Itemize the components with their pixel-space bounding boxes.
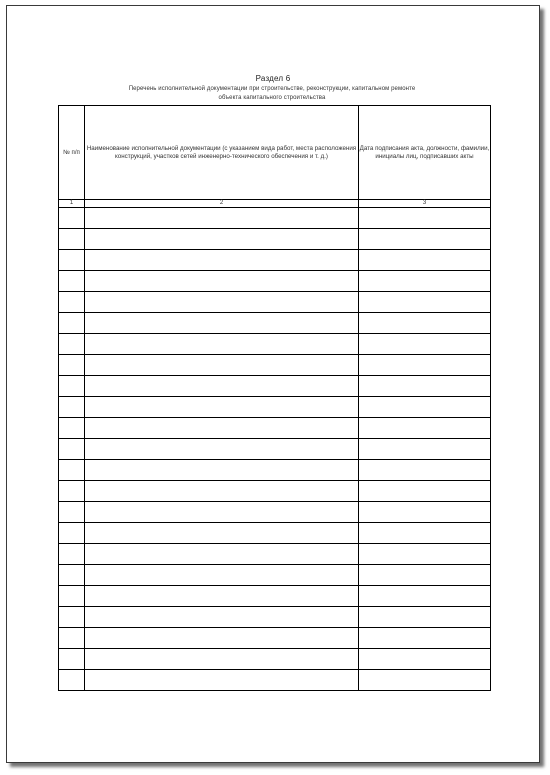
column-number-row: [59, 200, 491, 208]
table-cell: [85, 565, 359, 586]
table-cell: [59, 628, 85, 649]
table-cell: [85, 439, 359, 460]
table-cell: [359, 271, 491, 292]
column-number-3: 3: [359, 200, 491, 208]
table-cell: [85, 355, 359, 376]
table-cell: [85, 649, 359, 670]
table-row: [59, 523, 491, 544]
table-cell: [359, 628, 491, 649]
table-cell: [85, 607, 359, 628]
table-cell: [85, 670, 359, 691]
table-cell: [59, 355, 85, 376]
table-row: [59, 481, 491, 502]
table-cell: [85, 334, 359, 355]
table-row: [59, 313, 491, 334]
table-cell: [359, 229, 491, 250]
table-cell: [59, 544, 85, 565]
table-cell: [359, 397, 491, 418]
table-cell: [85, 481, 359, 502]
table-cell: [59, 271, 85, 292]
table-cell: [359, 481, 491, 502]
table-cell: [59, 565, 85, 586]
table-row: [59, 418, 491, 439]
table-cell: [85, 544, 359, 565]
header-signing-date: Дата подписания акта, должности, фамилии, инициалы лиц, подписавших акты: [359, 106, 491, 200]
table-row: [59, 229, 491, 250]
column-number-2: 2: [85, 200, 359, 208]
table-cell: [59, 502, 85, 523]
table-cell: [85, 376, 359, 397]
table-cell: [59, 292, 85, 313]
table-row: [59, 628, 491, 649]
table-cell: [85, 586, 359, 607]
table-cell: [85, 418, 359, 439]
table-row: [59, 439, 491, 460]
table-cell: [85, 313, 359, 334]
table-body: [59, 200, 491, 691]
table-cell: [59, 334, 85, 355]
table-cell: [359, 355, 491, 376]
table-header-row: [59, 106, 491, 200]
table-cell: [59, 439, 85, 460]
table-cell: [359, 670, 491, 691]
table-cell: [359, 460, 491, 481]
table-cell: [359, 502, 491, 523]
table-cell: [359, 334, 491, 355]
table-cell: [85, 292, 359, 313]
table-row: [59, 544, 491, 565]
table-cell: [85, 208, 359, 229]
table-cell: [59, 418, 85, 439]
table-cell: [59, 649, 85, 670]
table-cell: [359, 649, 491, 670]
table-cell: [85, 523, 359, 544]
table-row: [59, 250, 491, 271]
table-row: [59, 376, 491, 397]
table-cell: [85, 502, 359, 523]
table-cell: [85, 397, 359, 418]
table-cell: [59, 313, 85, 334]
table-row: [59, 397, 491, 418]
table-cell: [59, 670, 85, 691]
table-cell: [59, 460, 85, 481]
table-cell: [59, 607, 85, 628]
table-row: [59, 271, 491, 292]
table-row: [59, 670, 491, 691]
table-row: [59, 334, 491, 355]
section-title: Раздел 6: [255, 74, 291, 83]
table-row: [59, 355, 491, 376]
table-row: [59, 502, 491, 523]
documentation-table: [58, 105, 491, 691]
table-row: [59, 208, 491, 229]
table-cell: [359, 439, 491, 460]
table-cell: [59, 250, 85, 271]
table-cell: [359, 292, 491, 313]
table-cell: [85, 250, 359, 271]
table-row: [59, 649, 491, 670]
table-cell: [359, 523, 491, 544]
table-cell: [359, 607, 491, 628]
table-cell: [59, 481, 85, 502]
table-cell: [359, 418, 491, 439]
table-cell: [359, 544, 491, 565]
table-row: [59, 607, 491, 628]
table-cell: [59, 586, 85, 607]
table-cell: [59, 208, 85, 229]
table-cell: [85, 628, 359, 649]
table-cell: [59, 523, 85, 544]
document-page: [6, 5, 540, 763]
table-cell: [359, 376, 491, 397]
table-cell: [59, 376, 85, 397]
table-cell: [59, 397, 85, 418]
table-row: [59, 565, 491, 586]
table-cell: [359, 313, 491, 334]
table-cell: [85, 229, 359, 250]
table-row: [59, 292, 491, 313]
table-cell: [359, 565, 491, 586]
document-heading-line-1: Перечень исполнительной документации при строительстве, реконструкции, капитальном ремонте: [128, 86, 416, 92]
header-documentation-name: [85, 106, 359, 200]
table-row: [59, 586, 491, 607]
document-heading-line-2: объекта капитального строительства: [218, 95, 326, 101]
column-number-1: 1: [59, 200, 85, 208]
table-cell: [85, 271, 359, 292]
header-item-number: № п/п: [59, 106, 85, 200]
header-documentation-name-text: Наименование исполнительной документации (с указанием вида работ, места расположения конструкций, участков сетей инженерно-технического обеспечения и т. д.): [86, 144, 357, 160]
table-row: [59, 460, 491, 481]
table-cell: [85, 460, 359, 481]
table-cell: [359, 208, 491, 229]
table-cell: [59, 229, 85, 250]
table-cell: [359, 250, 491, 271]
table-cell: [359, 586, 491, 607]
